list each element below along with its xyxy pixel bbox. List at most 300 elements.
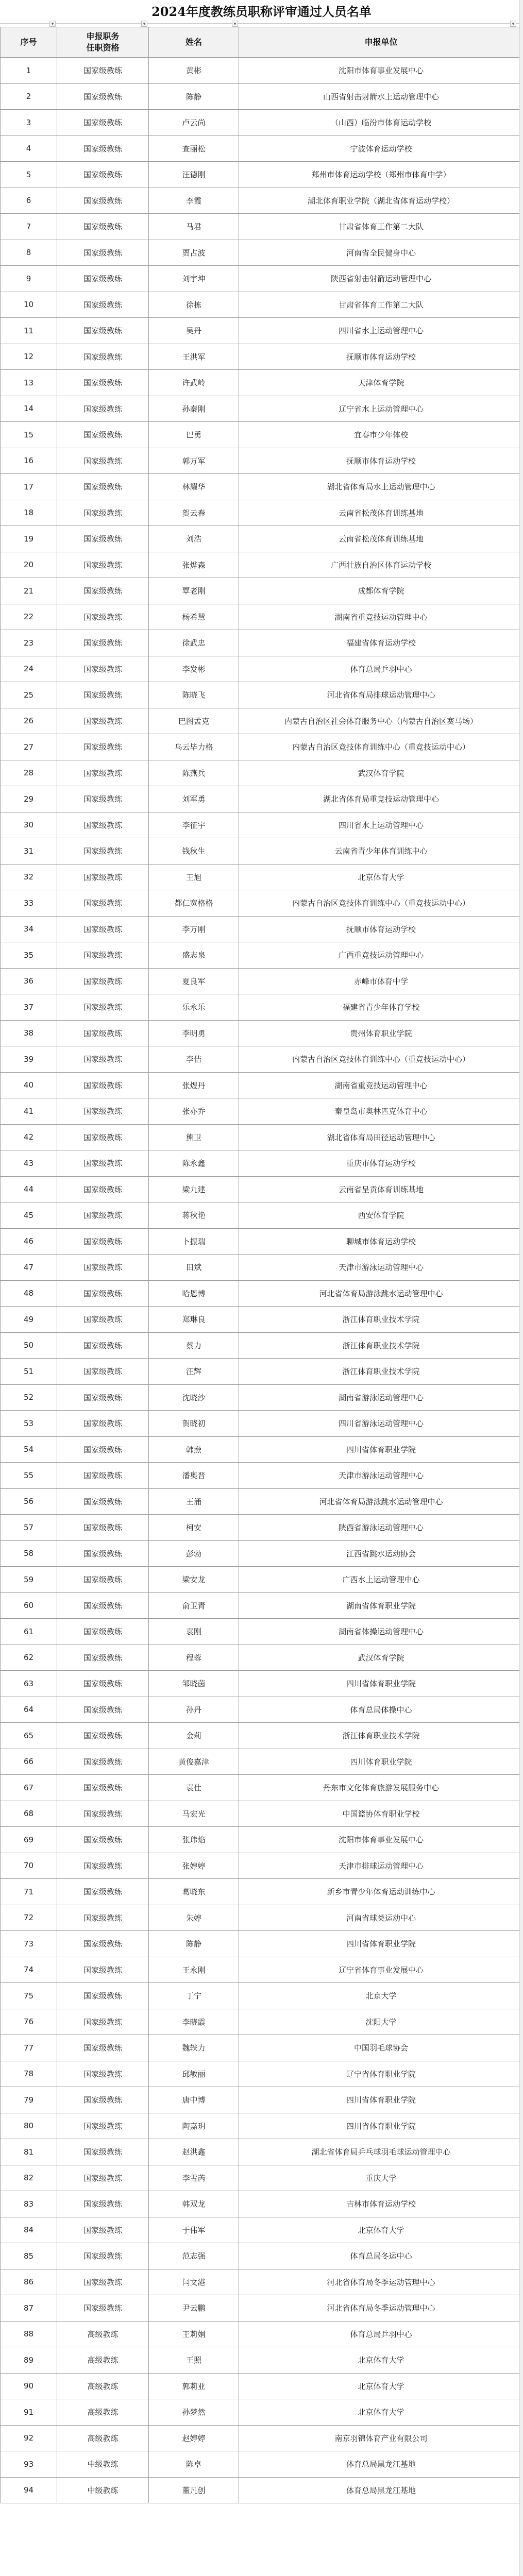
cell-name[interactable]: 徐栋 <box>149 292 239 318</box>
cell-name[interactable]: 陈晓飞 <box>149 682 239 708</box>
cell-no[interactable]: 88 <box>1 2321 57 2347</box>
cell-no[interactable]: 9 <box>1 266 57 292</box>
cell-qualification[interactable]: 国家级教练 <box>57 604 149 630</box>
cell-name[interactable]: 李征宇 <box>149 812 239 838</box>
cell-name[interactable]: 李佶 <box>149 1046 239 1073</box>
cell-unit[interactable]: 抚顺市体育运动学校 <box>239 344 523 370</box>
cell-unit[interactable]: 湖北体育职业学院（湖北省体育运动学校） <box>239 188 523 214</box>
cell-name[interactable]: 吴丹 <box>149 318 239 344</box>
cell-unit[interactable]: 广西水上运动管理中心 <box>239 1567 523 1593</box>
cell-no[interactable]: 12 <box>1 344 57 370</box>
cell-no[interactable]: 67 <box>1 1775 57 1801</box>
cell-qualification[interactable]: 国家级教练 <box>57 2035 149 2061</box>
cell-qualification[interactable]: 国家级教练 <box>57 1853 149 1879</box>
cell-qualification[interactable]: 高级教练 <box>57 2321 149 2347</box>
cell-qualification[interactable]: 国家级教练 <box>57 1879 149 1905</box>
cell-no[interactable]: 80 <box>1 2113 57 2139</box>
cell-unit[interactable]: 福建省体育运动学校 <box>239 630 523 656</box>
cell-unit[interactable]: 四川省水上运动管理中心 <box>239 812 523 838</box>
cell-unit[interactable]: 浙江体育职业技术学院 <box>239 1332 523 1359</box>
cell-unit[interactable]: 湖南省体操运动管理中心 <box>239 1619 523 1645</box>
cell-name[interactable]: 田斌 <box>149 1255 239 1281</box>
cell-name[interactable]: 郭万军 <box>149 448 239 474</box>
cell-no[interactable]: 78 <box>1 2061 57 2087</box>
column-header-name[interactable]: 姓名 <box>149 27 239 58</box>
cell-qualification[interactable]: 国家级教练 <box>57 2087 149 2113</box>
cell-unit[interactable]: 河北省体育局游泳跳水运动管理中心 <box>239 1488 523 1515</box>
cell-unit[interactable]: 体育总局冬运中心 <box>239 2243 523 2269</box>
cell-name[interactable]: 韩双龙 <box>149 2191 239 2217</box>
cell-qualification[interactable]: 国家级教练 <box>57 708 149 734</box>
cell-no[interactable]: 87 <box>1 2295 57 2321</box>
cell-name[interactable]: 熊卫 <box>149 1124 239 1150</box>
cell-name[interactable]: 汪德刚 <box>149 162 239 188</box>
cell-unit[interactable]: 河南省全民健身中心 <box>239 240 523 266</box>
cell-no[interactable]: 17 <box>1 474 57 500</box>
cell-name[interactable]: 于伟军 <box>149 2217 239 2243</box>
cell-unit[interactable]: 辽宁省体育职业学院 <box>239 2061 523 2087</box>
cell-no[interactable]: 93 <box>1 2451 57 2478</box>
cell-name[interactable]: 俞卫青 <box>149 1592 239 1619</box>
cell-no[interactable]: 38 <box>1 1020 57 1046</box>
cell-unit[interactable]: 北京体育大学 <box>239 2399 523 2426</box>
cell-qualification[interactable]: 高级教练 <box>57 2399 149 2426</box>
cell-name[interactable]: 张烨森 <box>149 552 239 578</box>
cell-unit[interactable]: 广西壮族自治区体育运动学校 <box>239 552 523 578</box>
cell-name[interactable]: 许武岭 <box>149 370 239 396</box>
cell-unit[interactable]: 吉林市体育运动学校 <box>239 2191 523 2217</box>
cell-name[interactable]: 董凡创 <box>149 2477 239 2503</box>
filter-dropdown-icon[interactable]: ▾ <box>49 21 56 27</box>
cell-name[interactable]: 王照 <box>149 2347 239 2374</box>
cell-name[interactable]: 乐永乐 <box>149 994 239 1021</box>
cell-unit[interactable]: 沈阳大学 <box>239 2009 523 2035</box>
cell-no[interactable]: 57 <box>1 1515 57 1541</box>
cell-qualification[interactable]: 国家级教练 <box>57 1150 149 1177</box>
cell-unit[interactable]: 河北省体育局冬季运动管理中心 <box>239 2295 523 2321</box>
cell-unit[interactable]: 辽宁省水上运动管理中心 <box>239 396 523 422</box>
cell-unit[interactable]: 浙江体育职业技术学院 <box>239 1359 523 1385</box>
cell-name[interactable]: 梁九建 <box>149 1176 239 1202</box>
cell-unit[interactable]: 湖南省游泳运动管理中心 <box>239 1384 523 1411</box>
cell-unit[interactable]: 聊城市体育运动学校 <box>239 1228 523 1255</box>
cell-name[interactable]: 贺晓初 <box>149 1411 239 1437</box>
cell-unit[interactable]: 抚顺市体育运动学校 <box>239 916 523 942</box>
cell-unit[interactable]: 天津市游泳运动管理中心 <box>239 1463 523 1489</box>
cell-qualification[interactable]: 国家级教练 <box>57 135 149 162</box>
cell-no[interactable]: 3 <box>1 110 57 136</box>
cell-qualification[interactable]: 国家级教练 <box>57 500 149 526</box>
cell-no[interactable]: 94 <box>1 2477 57 2503</box>
cell-qualification[interactable]: 国家级教练 <box>57 2269 149 2295</box>
cell-unit[interactable]: 沈阳市体育事业发展中心 <box>239 58 523 84</box>
cell-qualification[interactable]: 国家级教练 <box>57 240 149 266</box>
cell-unit[interactable]: 北京体育大学 <box>239 2347 523 2374</box>
cell-no[interactable]: 19 <box>1 526 57 552</box>
cell-no[interactable]: 53 <box>1 1411 57 1437</box>
cell-no[interactable]: 11 <box>1 318 57 344</box>
cell-name[interactable]: 朱婷 <box>149 1905 239 1931</box>
cell-unit[interactable]: 云南省松茂体育训练基地 <box>239 500 523 526</box>
cell-qualification[interactable]: 国家级教练 <box>57 682 149 708</box>
cell-name[interactable]: 卜振瑞 <box>149 1228 239 1255</box>
cell-unit[interactable]: 天津市排球运动管理中心 <box>239 1853 523 1879</box>
cell-unit[interactable]: 湖南省重竞技运动管理中心 <box>239 604 523 630</box>
cell-no[interactable]: 41 <box>1 1098 57 1125</box>
cell-no[interactable]: 4 <box>1 135 57 162</box>
cell-qualification[interactable]: 中级教练 <box>57 2451 149 2478</box>
cell-no[interactable]: 7 <box>1 214 57 240</box>
cell-qualification[interactable]: 国家级教练 <box>57 1567 149 1593</box>
cell-unit[interactable]: 河南省球类运动中心 <box>239 1905 523 1931</box>
cell-no[interactable]: 68 <box>1 1801 57 1827</box>
cell-unit[interactable]: 浙江体育职业技术学院 <box>239 1723 523 1749</box>
cell-qualification[interactable]: 国家级教练 <box>57 578 149 604</box>
cell-no[interactable]: 44 <box>1 1176 57 1202</box>
cell-no[interactable]: 28 <box>1 760 57 786</box>
cell-no[interactable]: 71 <box>1 1879 57 1905</box>
cell-qualification[interactable]: 国家级教练 <box>57 1046 149 1073</box>
cell-name[interactable]: 盛志泉 <box>149 942 239 969</box>
cell-no[interactable]: 24 <box>1 656 57 682</box>
cell-qualification[interactable]: 国家级教练 <box>57 214 149 240</box>
cell-qualification[interactable]: 国家级教练 <box>57 1359 149 1385</box>
cell-no[interactable]: 31 <box>1 838 57 865</box>
cell-unit[interactable]: 武汉体育学院 <box>239 760 523 786</box>
cell-unit[interactable]: 重庆市体育运动学校 <box>239 1150 523 1177</box>
cell-qualification[interactable]: 国家级教练 <box>57 1463 149 1489</box>
cell-qualification[interactable]: 国家级教练 <box>57 1436 149 1463</box>
cell-name[interactable]: 张亦乔 <box>149 1098 239 1125</box>
cell-name[interactable]: 葛晓东 <box>149 1879 239 1905</box>
cell-no[interactable]: 70 <box>1 1853 57 1879</box>
cell-qualification[interactable]: 高级教练 <box>57 2425 149 2451</box>
cell-unit[interactable]: 体育总局乒羽中心 <box>239 656 523 682</box>
cell-unit[interactable]: 北京体育大学 <box>239 2373 523 2399</box>
cell-qualification[interactable]: 高级教练 <box>57 2373 149 2399</box>
cell-name[interactable]: 哈恩博 <box>149 1280 239 1307</box>
cell-qualification[interactable]: 国家级教练 <box>57 656 149 682</box>
cell-qualification[interactable]: 国家级教练 <box>57 2217 149 2243</box>
cell-unit[interactable]: 陕西省射击射箭运动管理中心 <box>239 266 523 292</box>
cell-name[interactable]: 李雪芮 <box>149 2165 239 2191</box>
filter-dropdown-icon[interactable]: ▾ <box>510 21 516 27</box>
cell-unit[interactable]: 内蒙古自治区社会体育服务中心（内蒙古自治区赛马场） <box>239 708 523 734</box>
cell-no[interactable]: 69 <box>1 1827 57 1853</box>
cell-name[interactable]: 黄俊嘉津 <box>149 1749 239 1775</box>
cell-qualification[interactable]: 国家级教练 <box>57 292 149 318</box>
cell-qualification[interactable]: 国家级教练 <box>57 344 149 370</box>
cell-qualification[interactable]: 国家级教练 <box>57 1176 149 1202</box>
cell-unit[interactable]: 郑州市体育运动学校（郑州市体育中学） <box>239 162 523 188</box>
cell-unit[interactable]: 中国羽毛球协会 <box>239 2035 523 2061</box>
cell-unit[interactable]: 丹东市文化体育旅游发展服务中心 <box>239 1775 523 1801</box>
cell-unit[interactable]: 天津体育学院 <box>239 370 523 396</box>
cell-no[interactable]: 32 <box>1 864 57 890</box>
cell-unit[interactable]: 浙江体育职业技术学院 <box>239 1307 523 1333</box>
cell-no[interactable]: 79 <box>1 2087 57 2113</box>
cell-unit[interactable]: 甘肃省体育工作第二大队 <box>239 292 523 318</box>
cell-no[interactable]: 10 <box>1 292 57 318</box>
cell-name[interactable]: 袁刚 <box>149 1619 239 1645</box>
cell-qualification[interactable]: 国家级教练 <box>57 630 149 656</box>
cell-no[interactable]: 90 <box>1 2373 57 2399</box>
cell-name[interactable]: 蒋秋艳 <box>149 1202 239 1229</box>
cell-name[interactable]: 李霞 <box>149 188 239 214</box>
cell-no[interactable]: 29 <box>1 786 57 812</box>
cell-qualification[interactable]: 国家级教练 <box>57 2139 149 2165</box>
cell-unit[interactable]: 体育总局乒羽中心 <box>239 2321 523 2347</box>
cell-unit[interactable]: 四川省水上运动管理中心 <box>239 318 523 344</box>
cell-qualification[interactable]: 国家级教练 <box>57 1983 149 2009</box>
cell-name[interactable]: 王涌 <box>149 1488 239 1515</box>
filter-dropdown-icon[interactable]: ▾ <box>232 21 238 27</box>
cell-no[interactable]: 49 <box>1 1307 57 1333</box>
cell-unit[interactable]: 南京羽锦体育产业有限公司 <box>239 2425 523 2451</box>
cell-name[interactable]: 徐武忠 <box>149 630 239 656</box>
cell-qualification[interactable]: 国家级教练 <box>57 1671 149 1697</box>
cell-qualification[interactable]: 国家级教练 <box>57 1645 149 1671</box>
cell-unit[interactable]: 中国篮协体育职业学校 <box>239 1801 523 1827</box>
cell-qualification[interactable]: 国家级教练 <box>57 1488 149 1515</box>
cell-no[interactable]: 74 <box>1 1957 57 1983</box>
cell-no[interactable]: 85 <box>1 2243 57 2269</box>
cell-unit[interactable]: 四川省体育职业学院 <box>239 1436 523 1463</box>
cell-no[interactable]: 65 <box>1 1723 57 1749</box>
cell-name[interactable]: 刘军勇 <box>149 786 239 812</box>
cell-name[interactable]: 张玮焰 <box>149 1827 239 1853</box>
cell-qualification[interactable]: 国家级教练 <box>57 58 149 84</box>
cell-unit[interactable]: 湖北省体育局水上运动管理中心 <box>239 474 523 500</box>
cell-no[interactable]: 27 <box>1 734 57 760</box>
cell-unit[interactable]: （山西）临汾市体育运动学校 <box>239 110 523 136</box>
cell-qualification[interactable]: 国家级教练 <box>57 734 149 760</box>
cell-qualification[interactable]: 国家级教练 <box>57 1619 149 1645</box>
cell-qualification[interactable]: 高级教练 <box>57 2347 149 2374</box>
cell-qualification[interactable]: 国家级教练 <box>57 864 149 890</box>
cell-qualification[interactable]: 国家级教练 <box>57 2295 149 2321</box>
cell-unit[interactable]: 沈阳市体育事业发展中心 <box>239 1827 523 1853</box>
cell-no[interactable]: 46 <box>1 1228 57 1255</box>
cell-qualification[interactable]: 国家级教练 <box>57 968 149 994</box>
cell-name[interactable]: 李万刚 <box>149 916 239 942</box>
cell-unit[interactable]: 西安体育学院 <box>239 1202 523 1229</box>
cell-name[interactable]: 尹云鹏 <box>149 2295 239 2321</box>
cell-qualification[interactable]: 国家级教练 <box>57 83 149 110</box>
cell-no[interactable]: 92 <box>1 2425 57 2451</box>
cell-unit[interactable]: 内蒙古自治区竞技体育训练中心（重竞技运动中心） <box>239 1046 523 1073</box>
cell-no[interactable]: 16 <box>1 448 57 474</box>
cell-no[interactable]: 66 <box>1 1749 57 1775</box>
cell-name[interactable]: 李明勇 <box>149 1020 239 1046</box>
cell-name[interactable]: 程蓉 <box>149 1645 239 1671</box>
cell-name[interactable]: 范志强 <box>149 2243 239 2269</box>
cell-name[interactable]: 赵婷婷 <box>149 2425 239 2451</box>
cell-unit[interactable]: 甘肃省体育工作第二大队 <box>239 214 523 240</box>
cell-qualification[interactable]: 国家级教练 <box>57 1228 149 1255</box>
cell-name[interactable]: 都仁宽格格 <box>149 890 239 917</box>
cell-qualification[interactable]: 国家级教练 <box>57 838 149 865</box>
cell-qualification[interactable]: 国家级教练 <box>57 1775 149 1801</box>
cell-name[interactable]: 彭勃 <box>149 1540 239 1567</box>
cell-qualification[interactable]: 国家级教练 <box>57 1827 149 1853</box>
cell-name[interactable]: 林耀华 <box>149 474 239 500</box>
cell-name[interactable]: 卢云尚 <box>149 110 239 136</box>
cell-no[interactable]: 42 <box>1 1124 57 1150</box>
cell-no[interactable]: 33 <box>1 890 57 917</box>
cell-no[interactable]: 8 <box>1 240 57 266</box>
cell-name[interactable]: 孙梦然 <box>149 2399 239 2426</box>
cell-qualification[interactable]: 国家级教练 <box>57 526 149 552</box>
cell-name[interactable]: 金莉 <box>149 1723 239 1749</box>
cell-name[interactable]: 贾占波 <box>149 240 239 266</box>
cell-name[interactable]: 马宏光 <box>149 1801 239 1827</box>
cell-no[interactable]: 22 <box>1 604 57 630</box>
cell-qualification[interactable]: 国家级教练 <box>57 1384 149 1411</box>
cell-unit[interactable]: 山西省射击射箭水上运动管理中心 <box>239 83 523 110</box>
cell-unit[interactable]: 辽宁省体育事业发展中心 <box>239 1957 523 1983</box>
cell-name[interactable]: 陈静 <box>149 83 239 110</box>
cell-no[interactable]: 2 <box>1 83 57 110</box>
cell-qualification[interactable]: 国家级教练 <box>57 1255 149 1281</box>
cell-no[interactable]: 36 <box>1 968 57 994</box>
cell-no[interactable]: 64 <box>1 1697 57 1723</box>
cell-unit[interactable]: 湖北省体育局田径运动管理中心 <box>239 1124 523 1150</box>
cell-unit[interactable]: 内蒙古自治区竞技体育训练中心（重竞技运动中心） <box>239 890 523 917</box>
cell-name[interactable]: 沈晓沙 <box>149 1384 239 1411</box>
cell-name[interactable]: 柯安 <box>149 1515 239 1541</box>
cell-no[interactable]: 47 <box>1 1255 57 1281</box>
cell-unit[interactable]: 河北省体育局排球运动管理中心 <box>239 682 523 708</box>
cell-qualification[interactable]: 国家级教练 <box>57 266 149 292</box>
cell-name[interactable]: 邹晓茵 <box>149 1671 239 1697</box>
cell-unit[interactable]: 北京体育大学 <box>239 2217 523 2243</box>
cell-unit[interactable]: 江西省跳水运动协会 <box>239 1540 523 1567</box>
cell-qualification[interactable]: 国家级教练 <box>57 422 149 448</box>
cell-no[interactable]: 23 <box>1 630 57 656</box>
cell-no[interactable]: 61 <box>1 1619 57 1645</box>
cell-qualification[interactable]: 国家级教练 <box>57 2191 149 2217</box>
cell-name[interactable]: 陈燕兵 <box>149 760 239 786</box>
cell-no[interactable]: 82 <box>1 2165 57 2191</box>
cell-unit[interactable]: 云南省呈贡体育训练基地 <box>239 1176 523 1202</box>
cell-no[interactable]: 20 <box>1 552 57 578</box>
cell-qualification[interactable]: 国家级教练 <box>57 2061 149 2087</box>
cell-name[interactable]: 郑琳良 <box>149 1307 239 1333</box>
cell-unit[interactable]: 湖南省体育职业学院 <box>239 1592 523 1619</box>
cell-qualification[interactable]: 国家级教练 <box>57 370 149 396</box>
cell-unit[interactable]: 湖南省重竞技运动管理中心 <box>239 1072 523 1098</box>
cell-name[interactable]: 夏良军 <box>149 968 239 994</box>
cell-unit[interactable]: 贵州体育职业学院 <box>239 1020 523 1046</box>
cell-qualification[interactable]: 国家级教练 <box>57 110 149 136</box>
cell-qualification[interactable]: 国家级教练 <box>57 188 149 214</box>
cell-name[interactable]: 乌云毕力格 <box>149 734 239 760</box>
cell-no[interactable]: 5 <box>1 162 57 188</box>
cell-no[interactable]: 21 <box>1 578 57 604</box>
cell-qualification[interactable]: 国家级教练 <box>57 162 149 188</box>
cell-name[interactable]: 闫文港 <box>149 2269 239 2295</box>
cell-name[interactable]: 王莉娟 <box>149 2321 239 2347</box>
cell-no[interactable]: 59 <box>1 1567 57 1593</box>
cell-unit[interactable]: 福建省青少年体育学校 <box>239 994 523 1021</box>
cell-no[interactable]: 40 <box>1 1072 57 1098</box>
cell-unit[interactable]: 北京体育大学 <box>239 864 523 890</box>
cell-unit[interactable]: 四川省体育职业学院 <box>239 2113 523 2139</box>
cell-name[interactable]: 韩焘 <box>149 1436 239 1463</box>
cell-no[interactable]: 81 <box>1 2139 57 2165</box>
cell-name[interactable]: 覃老刚 <box>149 578 239 604</box>
cell-qualification[interactable]: 国家级教练 <box>57 890 149 917</box>
cell-unit[interactable]: 四川省体育职业学院 <box>239 1671 523 1697</box>
column-header-no[interactable]: 序号 <box>1 27 57 58</box>
cell-no[interactable]: 89 <box>1 2347 57 2374</box>
cell-no[interactable]: 58 <box>1 1540 57 1567</box>
cell-qualification[interactable]: 国家级教练 <box>57 474 149 500</box>
cell-name[interactable]: 汪辉 <box>149 1359 239 1385</box>
cell-no[interactable]: 39 <box>1 1046 57 1073</box>
cell-qualification[interactable]: 国家级教练 <box>57 1332 149 1359</box>
cell-unit[interactable]: 湖北省体育局重竞技运动管理中心 <box>239 786 523 812</box>
cell-no[interactable]: 72 <box>1 1905 57 1931</box>
cell-no[interactable]: 73 <box>1 1931 57 1957</box>
cell-unit[interactable]: 陕西省游泳运动管理中心 <box>239 1515 523 1541</box>
cell-unit[interactable]: 四川省体育职业学院 <box>239 2087 523 2113</box>
cell-unit[interactable]: 体育总局黑龙江基地 <box>239 2451 523 2478</box>
cell-qualification[interactable]: 国家级教练 <box>57 760 149 786</box>
cell-no[interactable]: 37 <box>1 994 57 1021</box>
cell-name[interactable]: 王永刚 <box>149 1957 239 1983</box>
cell-name[interactable]: 王旭 <box>149 864 239 890</box>
cell-no[interactable]: 75 <box>1 1983 57 2009</box>
cell-name[interactable]: 陈静 <box>149 1931 239 1957</box>
cell-qualification[interactable]: 国家级教练 <box>57 812 149 838</box>
cell-qualification[interactable]: 国家级教练 <box>57 318 149 344</box>
cell-no[interactable]: 51 <box>1 1359 57 1385</box>
cell-no[interactable]: 55 <box>1 1463 57 1489</box>
cell-qualification[interactable]: 国家级教练 <box>57 1411 149 1437</box>
cell-name[interactable]: 陈永鑫 <box>149 1150 239 1177</box>
cell-unit[interactable]: 湖北省体育局乒乓球羽毛球运动管理中心 <box>239 2139 523 2165</box>
cell-unit[interactable]: 河北省体育局游泳跳水运动管理中心 <box>239 1280 523 1307</box>
cell-no[interactable]: 6 <box>1 188 57 214</box>
cell-unit[interactable]: 四川省体育职业学院 <box>239 1931 523 1957</box>
cell-unit[interactable]: 重庆大学 <box>239 2165 523 2191</box>
cell-no[interactable]: 34 <box>1 916 57 942</box>
cell-no[interactable]: 86 <box>1 2269 57 2295</box>
cell-unit[interactable]: 体育总局体操中心 <box>239 1697 523 1723</box>
cell-qualification[interactable]: 国家级教练 <box>57 448 149 474</box>
cell-unit[interactable]: 宜春市少年体校 <box>239 422 523 448</box>
cell-no[interactable]: 30 <box>1 812 57 838</box>
cell-unit[interactable]: 赤峰市体育中学 <box>239 968 523 994</box>
cell-name[interactable]: 潘奥晋 <box>149 1463 239 1489</box>
cell-name[interactable]: 李晓霞 <box>149 2009 239 2035</box>
cell-qualification[interactable]: 国家级教练 <box>57 1540 149 1567</box>
column-header-qualification[interactable] <box>57 27 149 58</box>
column-header-unit[interactable]: 申报单位 <box>239 27 523 58</box>
cell-qualification[interactable]: 国家级教练 <box>57 1098 149 1125</box>
cell-qualification[interactable]: 国家级教练 <box>57 396 149 422</box>
cell-unit[interactable]: 抚顺市体育运动学校 <box>239 448 523 474</box>
cell-name[interactable]: 钱秋生 <box>149 838 239 865</box>
cell-no[interactable]: 91 <box>1 2399 57 2426</box>
cell-no[interactable]: 52 <box>1 1384 57 1411</box>
cell-name[interactable]: 马君 <box>149 214 239 240</box>
cell-no[interactable]: 14 <box>1 396 57 422</box>
cell-qualification[interactable]: 国家级教练 <box>57 2009 149 2035</box>
cell-no[interactable]: 43 <box>1 1150 57 1177</box>
